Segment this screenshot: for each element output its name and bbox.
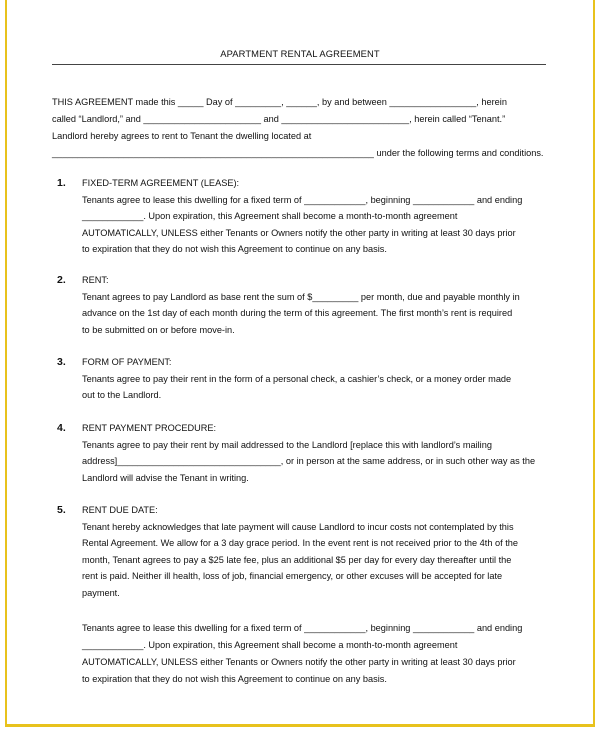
trailing-paragraph xyxy=(82,620,552,688)
paragraph-line: to expiration that they do not wish this Agreement to continue on any basis. xyxy=(82,674,387,684)
section-rent-payment-procedure xyxy=(52,420,547,486)
section-number: 1. xyxy=(57,177,66,189)
address-blank: _______________________________________________________________ xyxy=(52,148,374,158)
section-line: to expiration that they do not wish this Agreement to continue on any basis. xyxy=(82,244,387,254)
paragraph-line: ____________. Upon expiration, this Agreement shall become a month-to-month agreement xyxy=(82,640,458,650)
section-heading: RENT: xyxy=(82,275,109,285)
section-number: 2. xyxy=(57,274,66,286)
section-line: Landlord will advise the Tenant in writing. xyxy=(82,472,249,483)
section-line: address]________________________________, or in person at the same address, or in such other way as the xyxy=(82,456,536,466)
section-line: month, Tenant agrees to pay a $25 late fee, plus an additional $5 per day for every day thereafter until the xyxy=(82,554,512,565)
section-rent xyxy=(52,272,547,338)
section-line: rent is paid. Neither ill health, loss of job, financial emergency, or other excuses will be accepted for late xyxy=(82,571,503,581)
intro-line: Landlord hereby agrees to rent to Tenant the dwelling located at xyxy=(52,131,312,141)
section-line: out to the Landlord. xyxy=(82,390,162,400)
section-line: payment. xyxy=(82,587,120,598)
section-fixed-term xyxy=(52,175,547,258)
section-line: advance on the 1st day of each month during the term of this agreement. The first month’s rent is required xyxy=(82,308,513,318)
intro-line: called “Landlord,” and _______________________ and _________________________, herein called “Tenant.” xyxy=(52,114,506,124)
section-line: Tenants agree to pay their rent in the form of a personal check, a cashier’s check, or a money order made xyxy=(82,373,512,384)
section-heading: FORM OF PAYMENT: xyxy=(82,357,172,367)
intro-paragraph xyxy=(52,94,547,162)
section-line: Tenant agrees to pay Landlord as base rent the sum of $_________ per month, due and payable monthly in xyxy=(82,291,520,302)
section-form-of-payment xyxy=(52,354,547,404)
section-line: AUTOMATICALLY, UNLESS either Tenants or Owners notify the other party in writing at least 30 days prior xyxy=(82,227,516,238)
intro-line xyxy=(52,145,547,162)
section-heading: RENT PAYMENT PROCEDURE: xyxy=(82,423,217,433)
section-line: ____________. Upon expiration, this Agreement shall become a month-to-month agreement xyxy=(82,211,458,221)
document-page xyxy=(5,0,595,727)
section-line: Tenants agree to pay their rent by mail addressed to the Landlord [replace this with landlord’s mailing xyxy=(82,439,492,450)
section-heading: FIXED-TERM AGREEMENT (LEASE): xyxy=(82,178,240,188)
intro-line-end: under the following terms and conditions. xyxy=(376,148,544,158)
document-title: APARTMENT RENTAL AGREEMENT xyxy=(220,48,380,59)
paragraph-line: AUTOMATICALLY, UNLESS either Tenants or Owners notify the other party in writing at least 30 days prior xyxy=(82,657,516,667)
section-line: Tenant hereby acknowledges that late payment will cause Landlord to incur costs not contemplated by this xyxy=(82,521,514,532)
section-line: Rental Agreement. We allow for a 3 day grace period. In the event rent is not received prior to the 4th of the xyxy=(82,538,518,548)
section-heading: RENT DUE DATE: xyxy=(82,505,158,515)
title-divider xyxy=(52,64,546,65)
section-number: 3. xyxy=(57,356,66,368)
intro-line: THIS AGREEMENT made this _____ Day of _________, ______, by and between _________________, herein xyxy=(52,97,507,107)
section-rent-due-date xyxy=(52,502,547,601)
section-line: Tenants agree to lease this dwelling for a fixed term of ____________, beginning ____________ and ending xyxy=(82,194,523,205)
section-number: 5. xyxy=(57,504,66,516)
section-line: to be submitted on or before move-in. xyxy=(82,324,235,335)
paragraph-line: Tenants agree to lease this dwelling for a fixed term of ____________, beginning ____________ and ending xyxy=(82,623,523,633)
section-number: 4. xyxy=(57,422,66,434)
